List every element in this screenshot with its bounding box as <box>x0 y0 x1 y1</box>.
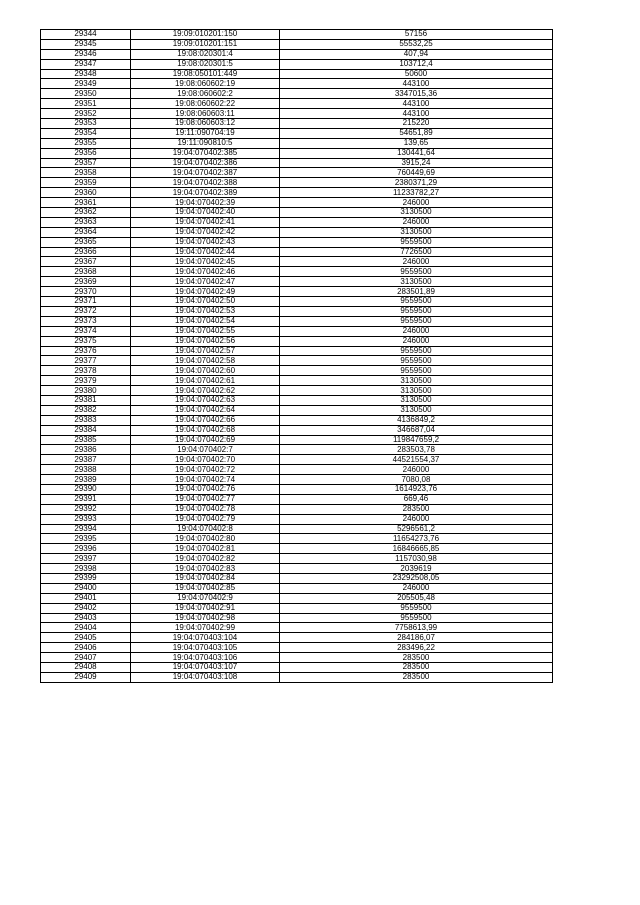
cadastral-number-cell: 19:04:070402:55 <box>131 326 280 336</box>
value-cell: 3130500 <box>280 208 553 218</box>
cadastral-number-cell: 19:04:070402:66 <box>131 415 280 425</box>
cadastral-number-cell: 19:04:070402:388 <box>131 178 280 188</box>
row-number-cell: 29400 <box>41 583 131 593</box>
cadastral-number-cell: 19:08:020301:4 <box>131 49 280 59</box>
cadastral-number-cell: 19:09:010201:150 <box>131 30 280 40</box>
value-cell: 16846665,85 <box>280 544 553 554</box>
table-row <box>41 395 553 405</box>
value-cell: 284186,07 <box>280 633 553 643</box>
cadastral-number-cell: 19:04:070402:7 <box>131 445 280 455</box>
row-number-cell: 29369 <box>41 277 131 287</box>
table-row <box>41 356 553 366</box>
row-number-cell: 29350 <box>41 89 131 99</box>
row-number-cell: 29373 <box>41 316 131 326</box>
value-cell: 103712,4 <box>280 59 553 69</box>
table-row <box>41 573 553 583</box>
row-number-cell: 29398 <box>41 564 131 574</box>
value-cell: 3130500 <box>280 227 553 237</box>
row-number-cell: 29371 <box>41 297 131 307</box>
table-row <box>41 188 553 198</box>
value-cell: 246000 <box>280 198 553 208</box>
table-row <box>41 544 553 554</box>
row-number-cell: 29372 <box>41 306 131 316</box>
row-number-cell: 29387 <box>41 455 131 465</box>
cadastral-number-cell: 19:04:070402:60 <box>131 366 280 376</box>
table-row <box>41 198 553 208</box>
row-number-cell: 29346 <box>41 49 131 59</box>
cadastral-number-cell: 19:04:070403:104 <box>131 633 280 643</box>
cadastral-number-cell: 19:08:060603:11 <box>131 109 280 119</box>
table-row <box>41 386 553 396</box>
table-row <box>41 49 553 59</box>
table-row <box>41 633 553 643</box>
value-cell: 246000 <box>280 217 553 227</box>
cadastral-number-cell: 19:04:070402:54 <box>131 316 280 326</box>
value-cell: 283500 <box>280 653 553 663</box>
table-row <box>41 465 553 475</box>
value-cell: 9559500 <box>280 613 553 623</box>
value-cell: 139,65 <box>280 138 553 148</box>
row-number-cell: 29388 <box>41 465 131 475</box>
value-cell: 246000 <box>280 326 553 336</box>
value-cell: 669,46 <box>280 494 553 504</box>
value-cell: 11654273,76 <box>280 534 553 544</box>
value-cell: 119847659,2 <box>280 435 553 445</box>
row-number-cell: 29397 <box>41 554 131 564</box>
value-cell: 3915,24 <box>280 158 553 168</box>
row-number-cell: 29401 <box>41 593 131 603</box>
row-number-cell: 29364 <box>41 227 131 237</box>
row-number-cell: 29405 <box>41 633 131 643</box>
table-row <box>41 653 553 663</box>
value-cell: 3130500 <box>280 395 553 405</box>
row-number-cell: 29353 <box>41 119 131 129</box>
row-number-cell: 29386 <box>41 445 131 455</box>
value-cell: 9559500 <box>280 346 553 356</box>
table-row <box>41 376 553 386</box>
table-row <box>41 484 553 494</box>
cadastral-number-cell: 19:04:070402:49 <box>131 287 280 297</box>
cadastral-number-cell: 19:04:070402:386 <box>131 158 280 168</box>
row-number-cell: 29406 <box>41 643 131 653</box>
table-row <box>41 297 553 307</box>
row-number-cell: 29374 <box>41 326 131 336</box>
table-row <box>41 425 553 435</box>
cadastral-number-cell: 19:04:070402:43 <box>131 237 280 247</box>
cadastral-number-cell: 19:04:070402:9 <box>131 593 280 603</box>
row-number-cell: 29358 <box>41 168 131 178</box>
cadastral-number-cell: 19:08:060603:12 <box>131 119 280 129</box>
table-row <box>41 455 553 465</box>
cadastral-number-cell: 19:04:070402:62 <box>131 386 280 396</box>
table-row <box>41 306 553 316</box>
cadastral-number-cell: 19:04:070402:57 <box>131 346 280 356</box>
value-cell: 3347015,36 <box>280 89 553 99</box>
table-row <box>41 435 553 445</box>
row-number-cell: 29379 <box>41 376 131 386</box>
row-number-cell: 29366 <box>41 247 131 257</box>
value-cell: 57156 <box>280 30 553 40</box>
table-row <box>41 475 553 485</box>
table-row <box>41 415 553 425</box>
row-number-cell: 29403 <box>41 613 131 623</box>
table-row <box>41 672 553 682</box>
row-number-cell: 29375 <box>41 336 131 346</box>
cadastral-number-cell: 19:04:070403:106 <box>131 653 280 663</box>
cadastral-number-cell: 19:08:020301:5 <box>131 59 280 69</box>
row-number-cell: 29363 <box>41 217 131 227</box>
cadastral-number-cell: 19:11:090704:19 <box>131 128 280 138</box>
table-row <box>41 603 553 613</box>
row-number-cell: 29396 <box>41 544 131 554</box>
cadastral-number-cell: 19:09:010201:151 <box>131 39 280 49</box>
table-row <box>41 257 553 267</box>
value-cell: 407,94 <box>280 49 553 59</box>
cadastral-number-cell: 19:04:070403:107 <box>131 663 280 673</box>
table-row <box>41 366 553 376</box>
cadastral-number-cell: 19:04:070402:72 <box>131 465 280 475</box>
value-cell: 3130500 <box>280 376 553 386</box>
value-cell: 23292508,05 <box>280 573 553 583</box>
row-number-cell: 29383 <box>41 415 131 425</box>
value-cell: 9559500 <box>280 297 553 307</box>
cadastral-number-cell: 19:04:070402:47 <box>131 277 280 287</box>
cadastral-number-cell: 19:04:070403:105 <box>131 643 280 653</box>
cadastral-number-cell: 19:04:070402:61 <box>131 376 280 386</box>
row-number-cell: 29359 <box>41 178 131 188</box>
value-cell: 205505,48 <box>280 593 553 603</box>
cadastral-number-cell: 19:04:070402:91 <box>131 603 280 613</box>
row-number-cell: 29402 <box>41 603 131 613</box>
table-row <box>41 267 553 277</box>
cadastral-number-cell: 19:04:070402:78 <box>131 504 280 514</box>
row-number-cell: 29384 <box>41 425 131 435</box>
cadastral-number-cell: 19:04:070402:77 <box>131 494 280 504</box>
cadastral-number-cell: 19:04:070402:98 <box>131 613 280 623</box>
row-number-cell: 29357 <box>41 158 131 168</box>
row-number-cell: 29409 <box>41 672 131 682</box>
table-row <box>41 128 553 138</box>
cadastral-number-cell: 19:04:070402:45 <box>131 257 280 267</box>
table-row <box>41 277 553 287</box>
cadastral-number-cell: 19:04:070402:40 <box>131 208 280 218</box>
table-row <box>41 39 553 49</box>
value-cell: 3130500 <box>280 386 553 396</box>
table-row <box>41 109 553 119</box>
row-number-cell: 29404 <box>41 623 131 633</box>
value-cell: 7758613,99 <box>280 623 553 633</box>
row-number-cell: 29367 <box>41 257 131 267</box>
value-cell: 1614923,76 <box>280 484 553 494</box>
row-number-cell: 29347 <box>41 59 131 69</box>
table-row <box>41 69 553 79</box>
table-row <box>41 178 553 188</box>
row-number-cell: 29349 <box>41 79 131 89</box>
value-cell: 9559500 <box>280 366 553 376</box>
row-number-cell: 29395 <box>41 534 131 544</box>
value-cell: 3130500 <box>280 277 553 287</box>
value-cell: 50600 <box>280 69 553 79</box>
row-number-cell: 29377 <box>41 356 131 366</box>
value-cell: 55532,25 <box>280 39 553 49</box>
table-row <box>41 217 553 227</box>
table-row <box>41 643 553 653</box>
value-cell: 9559500 <box>280 306 553 316</box>
row-number-cell: 29360 <box>41 188 131 198</box>
table-row <box>41 168 553 178</box>
table-row <box>41 119 553 129</box>
cadastral-number-cell: 19:04:070402:56 <box>131 336 280 346</box>
table-row <box>41 346 553 356</box>
table-row <box>41 623 553 633</box>
table-row <box>41 613 553 623</box>
value-cell: 283501,89 <box>280 287 553 297</box>
cadastral-number-cell: 19:04:070402:68 <box>131 425 280 435</box>
cadastral-number-cell: 19:04:070402:80 <box>131 534 280 544</box>
table-row <box>41 514 553 524</box>
value-cell: 346687,04 <box>280 425 553 435</box>
table-row <box>41 158 553 168</box>
cadastral-number-cell: 19:08:060602:19 <box>131 79 280 89</box>
table-row <box>41 79 553 89</box>
cadastral-number-cell: 19:04:070402:84 <box>131 573 280 583</box>
value-cell: 246000 <box>280 336 553 346</box>
row-number-cell: 29382 <box>41 405 131 415</box>
row-number-cell: 29368 <box>41 267 131 277</box>
row-number-cell: 29407 <box>41 653 131 663</box>
cadastral-number-cell: 19:08:060602:2 <box>131 89 280 99</box>
row-number-cell: 29376 <box>41 346 131 356</box>
table-row <box>41 148 553 158</box>
value-cell: 11233782,27 <box>280 188 553 198</box>
table-row <box>41 326 553 336</box>
table-row <box>41 524 553 534</box>
table-row <box>41 208 553 218</box>
value-cell: 3130500 <box>280 405 553 415</box>
value-cell: 130441,64 <box>280 148 553 158</box>
cadastral-number-cell: 19:04:070402:76 <box>131 484 280 494</box>
row-number-cell: 29362 <box>41 208 131 218</box>
value-cell: 2039619 <box>280 564 553 574</box>
table-row <box>41 405 553 415</box>
value-cell: 443100 <box>280 109 553 119</box>
value-cell: 4136849,2 <box>280 415 553 425</box>
value-cell: 9559500 <box>280 603 553 613</box>
cadastral-number-cell: 19:04:070402:41 <box>131 217 280 227</box>
table-row <box>41 316 553 326</box>
row-number-cell: 29352 <box>41 109 131 119</box>
cadastral-number-cell: 19:04:070402:389 <box>131 188 280 198</box>
value-cell: 246000 <box>280 583 553 593</box>
value-cell: 9559500 <box>280 316 553 326</box>
row-number-cell: 29393 <box>41 514 131 524</box>
row-number-cell: 29355 <box>41 138 131 148</box>
table-row <box>41 663 553 673</box>
value-cell: 283500 <box>280 672 553 682</box>
value-cell: 246000 <box>280 257 553 267</box>
table-row <box>41 138 553 148</box>
cadastral-number-cell: 19:04:070402:387 <box>131 168 280 178</box>
value-cell: 443100 <box>280 99 553 109</box>
cadastral-number-cell: 19:04:070402:82 <box>131 554 280 564</box>
value-cell: 2380371,29 <box>280 178 553 188</box>
value-cell: 283500 <box>280 663 553 673</box>
cadastral-value-table <box>40 29 553 683</box>
cadastral-number-cell: 19:04:070402:85 <box>131 583 280 593</box>
cadastral-number-cell: 19:04:070402:385 <box>131 148 280 158</box>
row-number-cell: 29385 <box>41 435 131 445</box>
row-number-cell: 29356 <box>41 148 131 158</box>
table-row <box>41 237 553 247</box>
value-cell: 443100 <box>280 79 553 89</box>
table-row <box>41 504 553 514</box>
cadastral-number-cell: 19:04:070402:69 <box>131 435 280 445</box>
table-row <box>41 494 553 504</box>
cadastral-number-cell: 19:08:060602:22 <box>131 99 280 109</box>
cadastral-number-cell: 19:04:070402:63 <box>131 395 280 405</box>
cadastral-number-cell: 19:04:070402:39 <box>131 198 280 208</box>
row-number-cell: 29378 <box>41 366 131 376</box>
cadastral-number-cell: 19:04:070402:64 <box>131 405 280 415</box>
value-cell: 1157030,98 <box>280 554 553 564</box>
table-row <box>41 554 553 564</box>
value-cell: 283496,22 <box>280 643 553 653</box>
value-cell: 54651,89 <box>280 128 553 138</box>
cadastral-number-cell: 19:04:070402:70 <box>131 455 280 465</box>
cadastral-number-cell: 19:04:070402:53 <box>131 306 280 316</box>
cadastral-number-cell: 19:04:070402:8 <box>131 524 280 534</box>
row-number-cell: 29389 <box>41 475 131 485</box>
value-cell: 283503,78 <box>280 445 553 455</box>
value-cell: 215220 <box>280 119 553 129</box>
row-number-cell: 29354 <box>41 128 131 138</box>
cadastral-number-cell: 19:04:070402:99 <box>131 623 280 633</box>
table-row <box>41 593 553 603</box>
value-cell: 5296561,2 <box>280 524 553 534</box>
table-row <box>41 30 553 40</box>
value-cell: 7726500 <box>280 247 553 257</box>
table-row <box>41 89 553 99</box>
row-number-cell: 29394 <box>41 524 131 534</box>
row-number-cell: 29365 <box>41 237 131 247</box>
value-cell: 9559500 <box>280 237 553 247</box>
cadastral-number-cell: 19:04:070402:42 <box>131 227 280 237</box>
row-number-cell: 29391 <box>41 494 131 504</box>
row-number-cell: 29399 <box>41 573 131 583</box>
table-row <box>41 247 553 257</box>
value-cell: 283500 <box>280 504 553 514</box>
cadastral-number-cell: 19:08:050101:449 <box>131 69 280 79</box>
cadastral-number-cell: 19:04:070402:58 <box>131 356 280 366</box>
cadastral-number-cell: 19:04:070402:50 <box>131 297 280 307</box>
row-number-cell: 29348 <box>41 69 131 79</box>
table-row <box>41 227 553 237</box>
row-number-cell: 29345 <box>41 39 131 49</box>
row-number-cell: 29392 <box>41 504 131 514</box>
cadastral-number-cell: 19:04:070402:46 <box>131 267 280 277</box>
cadastral-number-cell: 19:04:070403:108 <box>131 672 280 682</box>
value-cell: 9559500 <box>280 356 553 366</box>
value-cell: 44521554,37 <box>280 455 553 465</box>
value-cell: 760449,69 <box>280 168 553 178</box>
value-cell: 9559500 <box>280 267 553 277</box>
cadastral-number-cell: 19:04:070402:44 <box>131 247 280 257</box>
value-cell: 7080,08 <box>280 475 553 485</box>
row-number-cell: 29408 <box>41 663 131 673</box>
table-body <box>41 30 553 683</box>
row-number-cell: 29380 <box>41 386 131 396</box>
table-row <box>41 564 553 574</box>
row-number-cell: 29370 <box>41 287 131 297</box>
value-cell: 246000 <box>280 514 553 524</box>
row-number-cell: 29381 <box>41 395 131 405</box>
cadastral-number-cell: 19:04:070402:79 <box>131 514 280 524</box>
table-row <box>41 59 553 69</box>
cadastral-number-cell: 19:04:070402:83 <box>131 564 280 574</box>
table-row <box>41 99 553 109</box>
table-row <box>41 583 553 593</box>
cadastral-number-cell: 19:04:070402:74 <box>131 475 280 485</box>
cadastral-number-cell: 19:04:070402:81 <box>131 544 280 554</box>
row-number-cell: 29351 <box>41 99 131 109</box>
row-number-cell: 29361 <box>41 198 131 208</box>
row-number-cell: 29344 <box>41 30 131 40</box>
row-number-cell: 29390 <box>41 484 131 494</box>
table-row <box>41 287 553 297</box>
table-row <box>41 445 553 455</box>
cadastral-number-cell: 19:11:090810:5 <box>131 138 280 148</box>
table-row <box>41 336 553 346</box>
table-row <box>41 534 553 544</box>
value-cell: 246000 <box>280 465 553 475</box>
